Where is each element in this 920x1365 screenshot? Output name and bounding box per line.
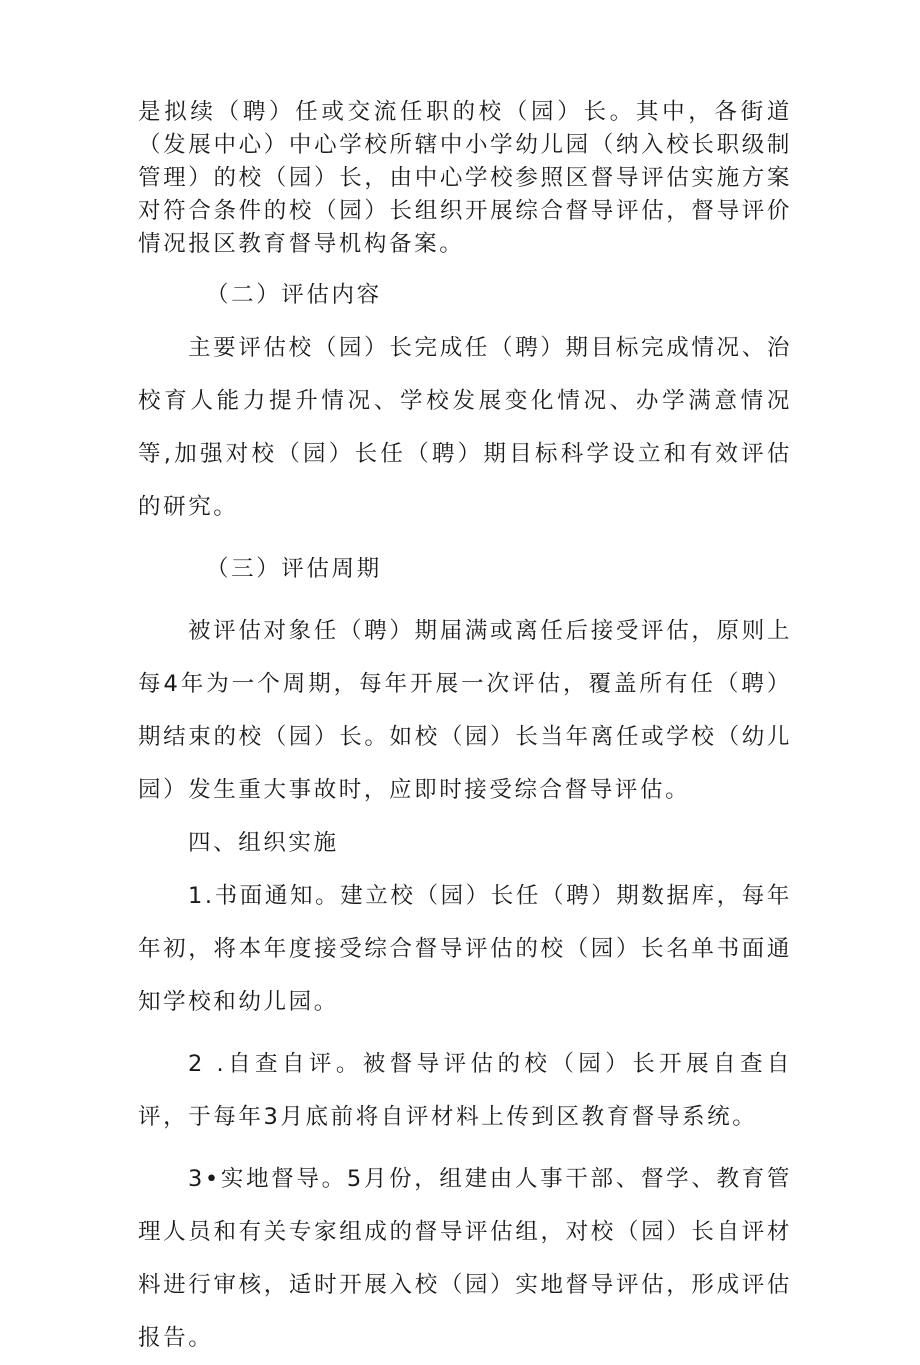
paragraph-evaluation-content: 主要评估校（园）长完成任（聘）期目标完成情况、治校育人能力提升情况、学校发展变化情况、办学满意情况等,加强对校（园）长任（聘）期目标科学设立和有效评估的研究。 <box>138 335 792 520</box>
paragraph-written-notice: 1.书面通知。建立校（园）长任（聘）期数据库，每年年初，将本年度接受综合督导评估的校（园）长名单书面通知学校和幼儿园。 <box>138 883 792 1015</box>
heading-evaluation-content: （二）评估内容 <box>206 282 382 308</box>
heading-evaluation-cycle: （三）评估周期 <box>206 556 382 582</box>
document-body <box>138 96 792 1365</box>
paragraph-scope-continued: 是拟续（聘）任或交流任职的校（园）长。其中，各街道（发展中心）中心学校所辖中小学幼儿园（纳入校长职级制管理）的校（园）长，由中心学校参照区督导评估实施方案对符合条件的校（园）长组织开展综合督导评估，督导评价情况报区教育督导机构备案。 <box>138 99 792 257</box>
paragraph-onsite-supervision: 3•实地督导。5月份，组建由人事干部、督学、教育管理人员和有关专家组成的督导评估组，对校（园）长自评材料进行审核，适时开展入校（园）实地督导评估，形成评估报告。 <box>138 1166 792 1351</box>
paragraph-self-evaluation: 2 .自查自评。被督导评估的校（园）长开展自查自评，于每年3月底前将自评材料上传到区教育督导系统。 <box>138 1051 792 1130</box>
heading-organization-implementation: 四、组织实施 <box>188 830 339 856</box>
paragraph-evaluation-cycle: 被评估对象任（聘）期届满或离任后接受评估，原则上每4年为一个周期，每年开展一次评估，覆盖所有任（聘）期结束的校（园）长。如校（园）长当年离任或学校（幼儿园）发生重大事故时，应即时接受综合督导评估。 <box>138 618 792 803</box>
